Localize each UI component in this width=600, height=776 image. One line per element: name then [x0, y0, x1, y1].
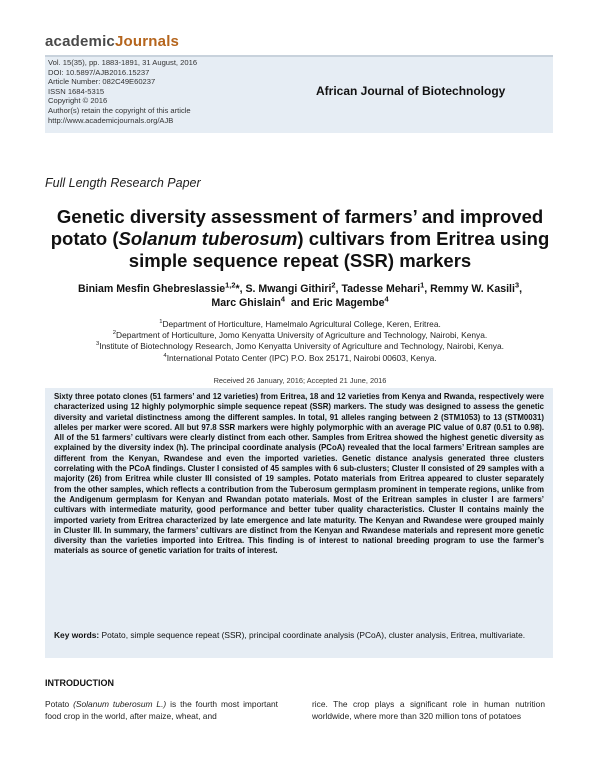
title-part2: ) cultivars from Eritrea using simple sequence repeat (SSR) markers — [128, 228, 550, 271]
title-part1: Genetic diversity assessment of farmers’ and improved potato ( — [50, 206, 544, 249]
author-name: Eric Magembe — [312, 297, 385, 309]
author-separator: and — [284, 297, 313, 309]
author-affiliation-mark: 3 — [514, 280, 520, 290]
affiliation-mark: 1 — [159, 319, 163, 326]
meta-journal-url[interactable]: http://www.academicjournals.org/AJB — [48, 115, 174, 125]
intro-left-prefix: Potato — [45, 699, 74, 709]
publisher-logo-part2: Journals — [114, 33, 180, 50]
affiliation-mark: 3 — [96, 341, 100, 348]
author-separator: *, — [235, 283, 246, 295]
author-name: S. Mwangi Githiri — [245, 283, 332, 295]
meta-volume: Vol. 15(35), pp. 1883-1891, 31 August, 2016 — [48, 58, 198, 67]
intro-species-name: (Solanum tuberosum L.) — [73, 699, 167, 709]
title-species: Solanum tuberosum — [118, 228, 298, 249]
meta-article-number: Article Number: 082C49E60237 — [48, 77, 156, 87]
received-accepted-dates: Received 26 January, 2016; Accepted 21 June, 2016 — [213, 376, 387, 385]
author-affiliation-mark: 4 — [384, 294, 389, 304]
publisher-logo-part1: academic — [45, 33, 115, 50]
affiliation-line — [40, 341, 560, 352]
affiliation-line — [40, 319, 560, 330]
author-affiliation-mark: 4 — [280, 294, 285, 304]
journal-name: African Journal of Biotechnology — [316, 84, 506, 98]
author-separator: , — [335, 283, 342, 295]
author-affiliation-mark: 1,2 — [225, 280, 236, 290]
meta-issn: ISSN 1684-5315 — [48, 86, 105, 96]
author-name: Biniam Mesfin Ghebreslassie — [77, 283, 226, 295]
keywords-list: Potato, simple sequence repeat (SSR), principal coordinate analysis (PCoA), cluster analysis, Eritrea, multivariate. — [101, 630, 526, 640]
author-separator: , — [424, 283, 431, 295]
meta-license: Author(s) retain the copyright of this article — [48, 105, 191, 115]
author-separator: , — [519, 283, 523, 295]
affiliation-text: Institute of Biotechnology Research, Jomo Kenyatta University of Agriculture and Technology, Nairobi, Kenya. — [99, 341, 504, 352]
section-type: Full Length Research Paper — [45, 176, 201, 190]
article-title — [40, 206, 560, 272]
author-list — [40, 282, 560, 310]
introduction-heading: INTRODUCTION — [45, 678, 114, 688]
keywords-label: Key words: — [54, 630, 100, 640]
affiliation-mark: 4 — [163, 352, 167, 359]
meta-copyright: Copyright © 2016 — [48, 96, 108, 106]
affiliation-text: Department of Horticulture, Hamelmalo Agricultural College, Keren, Eritrea. — [162, 319, 441, 329]
affiliation-line — [40, 330, 560, 341]
keywords — [54, 630, 544, 641]
author-affiliation-mark: 1 — [420, 280, 425, 290]
affiliation-text: International Potato Center (IPC) P.O. Box 25171, Nairobi 00603, Kenya. — [166, 352, 437, 363]
affiliation-line — [40, 353, 560, 364]
intro-column-right: rice. The crop plays a significant role in human nutrition worldwide, where more than 320 million tons of potatoes — [312, 699, 545, 721]
intro-left-text: is the fourth most important food crop in the world, after maize, wheat, and — [45, 699, 278, 721]
abstract-text: Sixty three potato clones (51 farmers’ and 12 varieties) from Eritrea, 18 and 12 varieties from Kenya and Rwanda, respectively were characterized using 12 highly polymorphic simple sequence repeat (SSR) markers. The study was designed to assess the genetic diversity and varietal distinctness among the different samples. In total, 91 alleles ranging between 2 (STM1053) to 13 (STM0031) alleles per marker were scored. All but 97.8 SSR markers were highly polymorphic with an average PIC value of 0.87 (0.51 to 0.98). All of the 51 farmers’ cultivars were clearly distinct from each other. Samples from Eritrea showed the highest genetic diversity as explained by the diversity index (h). The principal coordinate analysis (PCoA) revealed that the local farmers’ Eritrean samples are different from the Kenyan, Rwandese and even the imported varieties. Genetic distance analysis generated three clusters correlating with the PCoA findings. Cluster I consisted of 45 samples with 6 sub-clusters; Cluster II consisted of 29 samples with a majority (26) from Eritrea while cluster III consisted of 19 samples. Potato materials from Eritrea appeared to cluster separately from the other samples, which reflects a contribution from the Tuberosum germplasm prominent in temperate regions, unlike from the Andigenum germplasm for Kenyan and Rwandan potato materials. Most of the Eritrean samples in cluster I are farmers’ cultivars with intermediate maturity, good performance and better tuber quality characteristics. Cluster II contains mainly the imported variety from Eritrea characterized by late emergence and late maturity. The Kenyan and Rwandese were grouped mainly in Cluster III. In summary, the farmers’ cultivars are distinct from the Kenyan and Rwandese materials and represent more genetic diversity than the varieties imported into Eritrea. This finding is of interest to national breeding program to use the farmer’s materials as source of genetic variation for traits of interest. — [54, 392, 544, 556]
affiliations — [40, 319, 560, 364]
article-metadata — [48, 58, 197, 125]
author-name: Tadesse Mehari — [341, 283, 421, 295]
affiliation-text: Department of Horticulture, Jomo Kenyatta University of Agriculture and Technology, Nairobi, Kenya. — [116, 330, 488, 341]
author-affiliation-mark: 2 — [331, 280, 336, 290]
meta-doi: DOI: 10.5897/AJB2016.15237 — [48, 67, 150, 77]
author-name: Remmy W. Kasili — [430, 283, 515, 295]
affiliation-mark: 2 — [112, 330, 117, 337]
author-name: Marc Ghislain — [211, 297, 281, 309]
publisher-logo — [45, 33, 179, 50]
intro-column-left — [45, 699, 278, 722]
